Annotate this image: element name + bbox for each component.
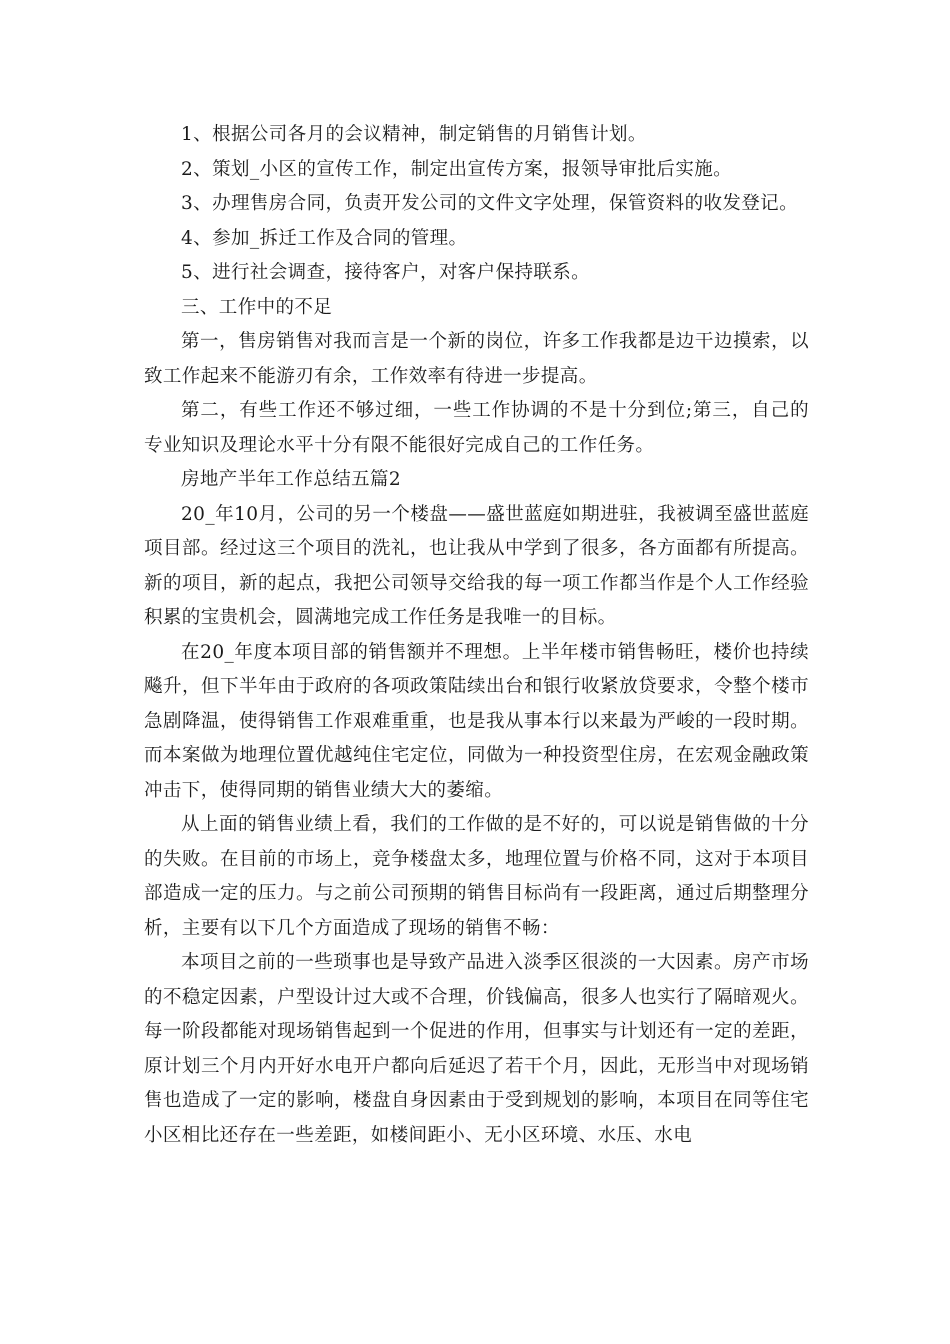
paragraph-sales-performance: 在20_年度本项目部的销售额并不理想。上半年楼市销售畅旺，楼价也持续飚升，但下半年由于政府的各项政策陆续出台和银行收紧放贷要求，令整个楼市急剧降温，使得销售工作艰难重重，也是我从事本行以来最为严峻的一段时期。而本案做为地理位置优越纯住宅定位，同做为一种投资型住房，在宏观金融政策冲击下，使得同期的销售业绩大大的萎缩。: [144, 641, 809, 801]
list-item-5: 5、进行社会调查，接待客户，对客户保持联系。: [181, 262, 591, 283]
list-item-3: 3、办理售房合同，负责开发公司的文件文字处理，保管资料的收发登记。: [181, 193, 798, 214]
paragraph-second-shortcoming: 第二，有些工作还不够过细，一些工作协调的不是十分到位;第三，自己的专业知识及理论水平十分有限不能很好完成自己的工作任务。: [144, 400, 809, 456]
list-item-2: 2、策划_小区的宣传工作，制定出宣传方案，报领导审批后实施。: [181, 158, 733, 180]
paragraph-project-intro: 20_年10月，公司的另一个楼盘——盛世蓝庭如期进驻，我被调至盛世蓝庭项目部。经过这三个项目的洗礼，也让我从中学到了很多，各方面都有所提高。新的项目，新的起点，我把公司领导交给我的每一项工作都当作是个人工作经验积累的宝贵机会，圆满地完成工作任务是我唯一的目标。: [144, 503, 809, 628]
list-item-4: 4、参加_拆迁工作及合同的管理。: [181, 227, 468, 249]
paragraph-project-factors: 本项目之前的一些琐事也是导致产品进入淡季区很淡的一大因素。房产市场的不稳定因素，户型设计过大或不合理，价钱偏高，很多人也实行了隔暗观火。每一阶段都能对现场销售起到一个促进的作用，但事实与计划还有一定的差距，原计划三个月内开好水电开户都向后延迟了若干个月，因此，无形当中对现场销售也造成了一定的影响，楼盘自身因素由于受到规划的影响，本项目在同等住宅小区相比还存在一些差距，如楼间距小、无小区环境、水压、水电: [144, 952, 809, 1146]
paragraph-sales-analysis: 从上面的销售业绩上看，我们的工作做的是不好的，可以说是销售做的十分的失败。在目前的市场上，竞争楼盘太多，地理位置与价格不同，这对于本项目部造成一定的压力。与之前公司预期的销售目标尚有一段距离，通过后期整理分析，主要有以下几个方面造成了现场的销售不畅：: [144, 814, 809, 939]
paragraph-first-shortcoming: 第一，售房销售对我而言是一个新的岗位，许多工作我都是边干边摸索，以致工作起来不能游刃有余，工作效率有待进一步提高。: [144, 331, 809, 387]
article-title-2: 房地产半年工作总结五篇2: [181, 469, 402, 490]
list-item-1: 1、根据公司各月的会议精神，制定销售的月销售计划。: [181, 124, 647, 145]
section-heading-shortcomings: 三、工作中的不足: [181, 296, 333, 318]
document-body: [144, 118, 809, 1153]
